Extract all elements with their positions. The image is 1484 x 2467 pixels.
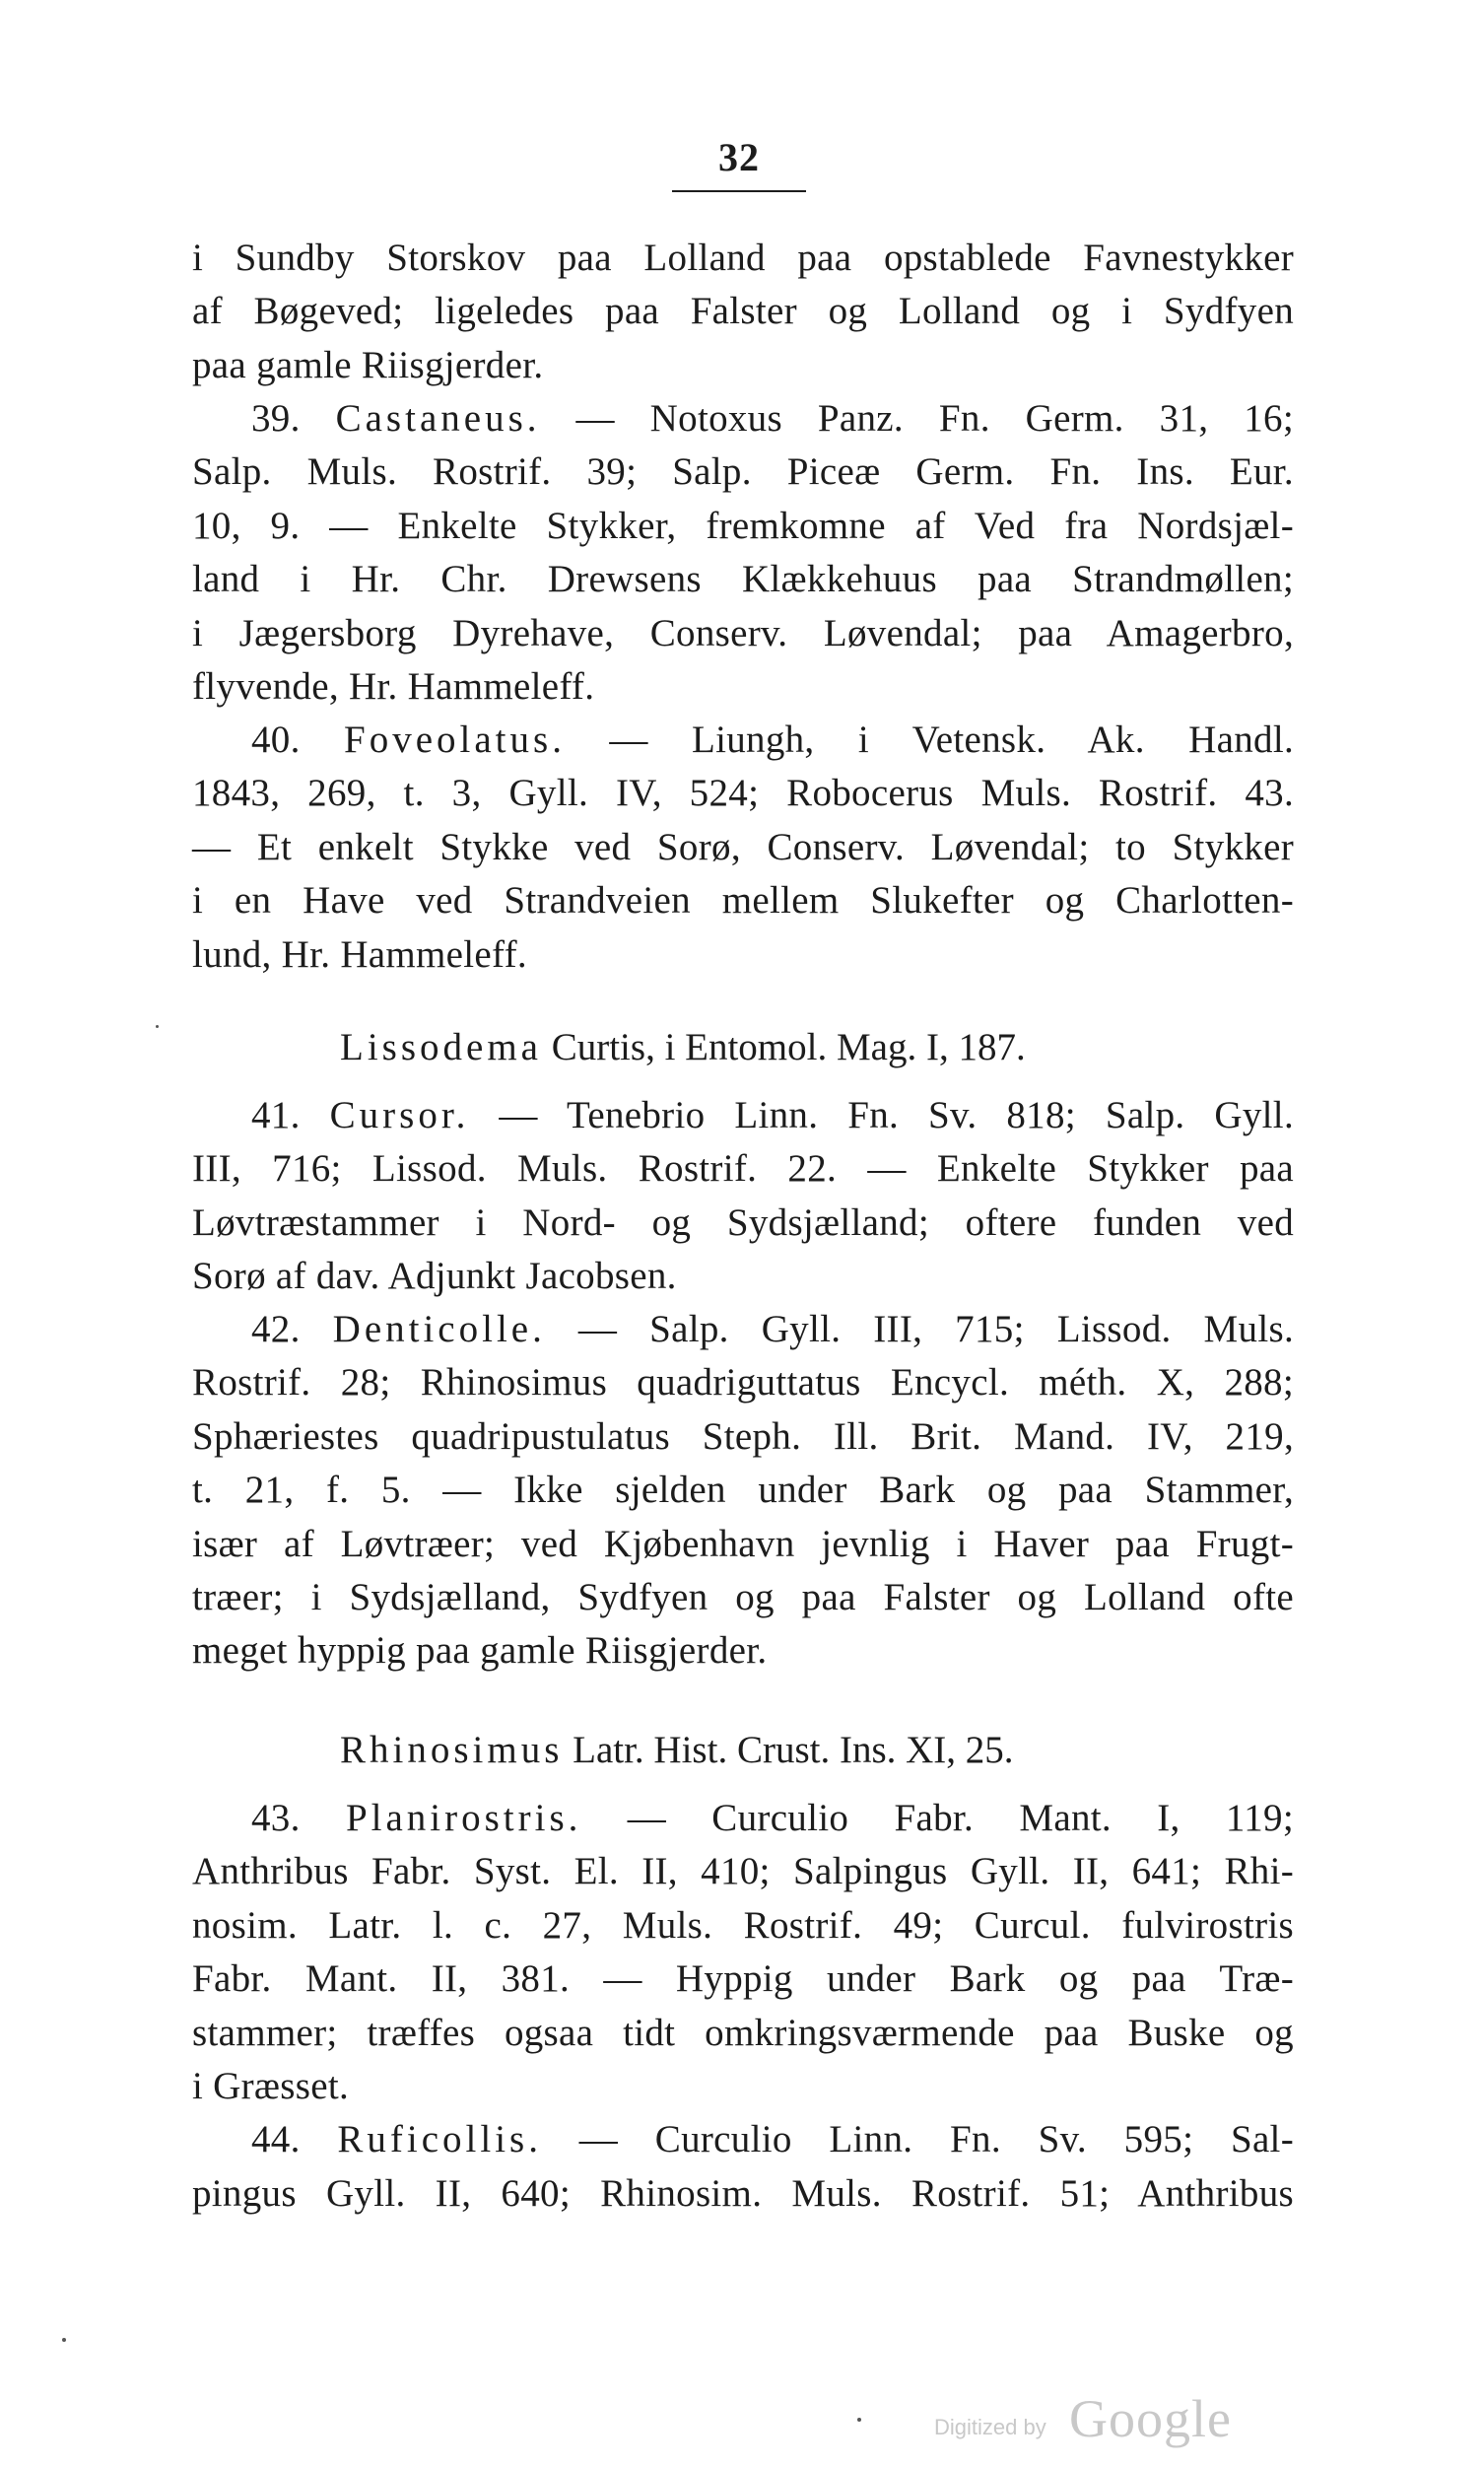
text-line: — Salp. Gyll. III, 715; Lissod. Muls.	[545, 1308, 1294, 1350]
species-entry-39	[192, 392, 1294, 714]
text-line: i Græsset.	[192, 2065, 349, 2108]
genus-citation: Curtis, i Entomol. Mag. I, 187.	[541, 1026, 1026, 1068]
text-line: paa gamle Riisgjerder.	[192, 343, 544, 386]
text-line: Fabr. Mant. II, 381. — Hyppig under Bark og paa Træ-	[192, 1957, 1294, 2001]
text-line: Salp. Muls. Rostrif. 39; Salp. Piceæ Germ. Fn. Ins. Eur.	[192, 450, 1294, 494]
text-line: — Et enkelt Stykke ved Sorø, Conserv. Løvendal; to Stykker	[192, 825, 1294, 868]
scan-speck	[62, 2338, 66, 2342]
entry-first-line	[192, 714, 1294, 767]
text-line: land i Hr. Chr. Drewsens Klækkehuus paa Strandmøllen;	[192, 558, 1294, 601]
species-entry-40	[192, 714, 1294, 982]
entry-number: 41.	[251, 1094, 301, 1136]
text-line: — Notoxus Panz. Fn. Germ. 31, 16;	[540, 397, 1294, 440]
continuation-paragraph	[192, 232, 1294, 392]
entry-number: 40.	[251, 719, 301, 761]
species-name: Ruficollis.	[337, 2118, 542, 2161]
species-name: Planirostris.	[345, 1797, 582, 1839]
species-name: Foveolatus.	[344, 719, 566, 761]
text-line: i en Have ved Strandveien mellem Slukefter og Charlotten-	[192, 879, 1294, 923]
text-line: i Jægersborg Dyrehave, Conserv. Løvendal; paa Amagerbro,	[192, 611, 1294, 654]
entry-number: 39.	[251, 397, 301, 440]
entry-number: 44.	[251, 2118, 301, 2161]
text-line: t. 21, f. 5. — Ikke sjelden under Bark og paa Stammer,	[192, 1469, 1294, 1512]
text-line: 10, 9. — Enkelte Stykker, fremkomne af Ved fra Nordsjæl-	[192, 504, 1294, 547]
scan-speck	[156, 1025, 159, 1028]
entry-first-line	[192, 1089, 1294, 1142]
entry-first-line	[192, 1792, 1294, 1845]
watermark-logo: Google	[1069, 2389, 1232, 2448]
text-line: pingus Gyll. II, 640; Rhinosim. Muls. Rostrif. 51; Anthribus	[192, 2171, 1294, 2215]
species-entry-43	[192, 1792, 1294, 2221]
genus-name: Lissodema	[340, 1026, 542, 1068]
page-number-underline	[672, 190, 806, 192]
text-line: stammer; træffes ogsaa tidt omkringsværmende paa Buske og	[192, 2011, 1294, 2054]
text-line: træer; i Sydsjælland, Sydfyen og paa Falster og Lolland ofte	[192, 1576, 1294, 1619]
text-line: lund, Hr. Hammeleff.	[192, 932, 527, 976]
text-line: af Bøgeved; ligeledes paa Falster og Lolland og i Sydfyen	[192, 290, 1294, 333]
genus-name: Rhinosimus	[340, 1729, 564, 1771]
text-line: — Curculio Fabr. Mant. I, 119;	[581, 1797, 1294, 1839]
text-line: Sorø af dav. Adjunkt Jacobsen.	[192, 1255, 677, 1298]
species-entry-41	[192, 1089, 1294, 1304]
text-line: 1843, 269, t. 3, Gyll. IV, 524; Robocerus Muls. Rostrif. 43.	[192, 772, 1294, 815]
text-line: Anthribus Fabr. Syst. El. II, 410; Salpingus Gyll. II, 641; Rhi-	[192, 1850, 1294, 1893]
entry-first-line	[192, 2113, 1294, 2166]
text-line: — Liungh, i Vetensk. Ak. Handl.	[565, 719, 1295, 761]
text-line: flyvende, Hr. Hammeleff.	[192, 665, 595, 709]
text-line: især af Løvtræer; ved Kjøbenhavn jevnlig i Haver paa Frugt-	[192, 1522, 1294, 1565]
species-name: Cursor.	[329, 1094, 470, 1136]
species-name: Castaneus.	[335, 397, 541, 440]
scan-speck	[857, 2418, 861, 2422]
species-name: Denticolle.	[332, 1308, 546, 1350]
genus-citation: Latr. Hist. Crust. Ins. XI, 25.	[563, 1729, 1014, 1771]
text-line: Sphæriestes quadripustulatus Steph. Ill. Brit. Mand. IV, 219,	[192, 1414, 1294, 1458]
text-line: III, 716; Lissod. Muls. Rostrif. 22. — Enkelte Stykker paa	[192, 1147, 1294, 1191]
entry-first-line	[192, 392, 1294, 445]
text-line: Rostrif. 28; Rhinosimus quadriguttatus Encycl. méth. X, 288;	[192, 1361, 1294, 1405]
text-line: — Curculio Linn. Fn. Sv. 595; Sal-	[542, 2118, 1294, 2161]
text-line: meget hyppig paa gamle Riisgjerder.	[192, 1629, 768, 1673]
species-entry-42	[192, 1303, 1294, 1679]
genus-heading-lissodema	[192, 1021, 1294, 1074]
entry-number: 42.	[251, 1308, 301, 1350]
watermark-prefix: Digitized by	[934, 2415, 1046, 2439]
genus-heading-rhinosimus	[192, 1724, 1294, 1777]
page-number: 32	[718, 135, 760, 179]
text-line: i Sundby Storskov paa Lolland paa opstablede Favnestykker	[192, 237, 1294, 279]
text-line: — Tenebrio Linn. Fn. Sv. 818; Salp. Gyll.	[469, 1094, 1294, 1136]
digitized-by-google-watermark	[934, 2389, 1259, 2448]
entry-first-line	[192, 1303, 1294, 1356]
text-line: Løvtræstammer i Nord- og Sydsjælland; oftere funden ved	[192, 1200, 1294, 1244]
text-line: nosim. Latr. l. c. 27, Muls. Rostrif. 49; Curcul. fulvirostris	[192, 1903, 1294, 1947]
entry-number: 43.	[251, 1797, 301, 1839]
